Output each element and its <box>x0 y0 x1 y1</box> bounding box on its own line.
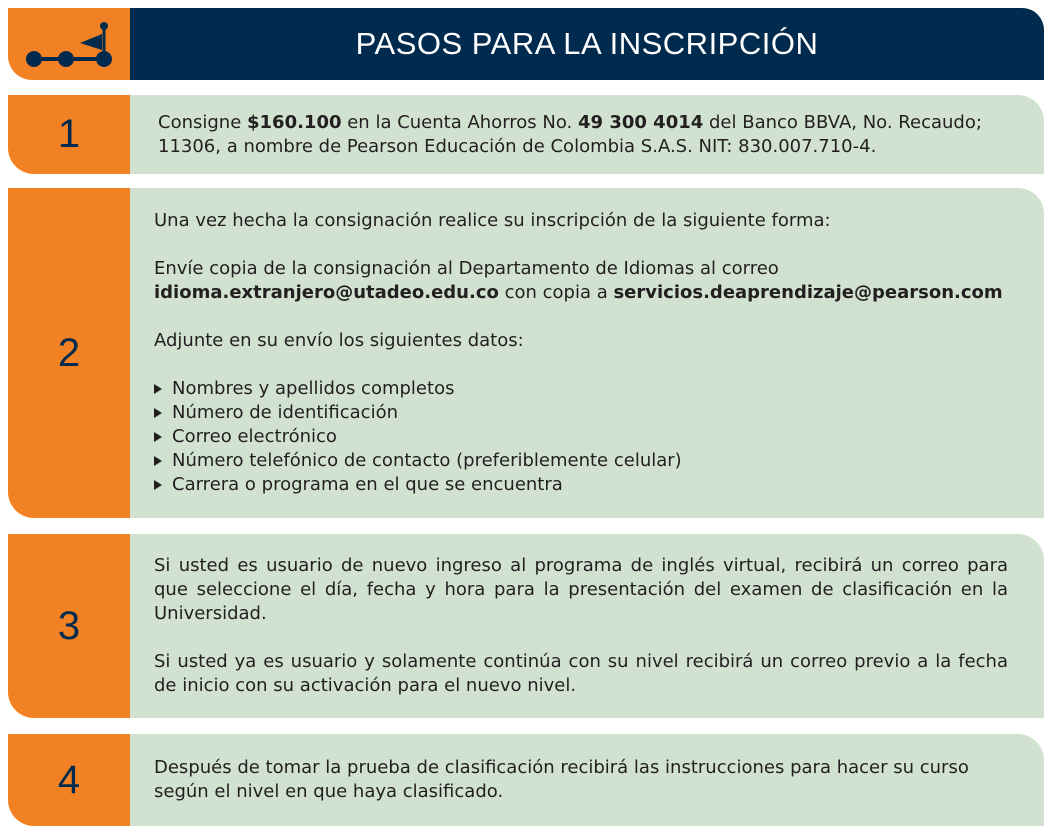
header-icon-box <box>8 8 130 80</box>
step-text: Si usted es usuario de nuevo ingreso al programa de inglés virtual, recibirá un correo para que seleccione el día, fecha y hora para la presentación del examen de clasificación en la Universidad. Si usted ya es usuario y solamente continúa con su nivel recibirá un correo previo a la fecha de inicio con su activación para el nuevo nivel. <box>130 534 1044 718</box>
bullet-triangle-icon <box>154 408 162 418</box>
step-text: Una vez hecha la consignación realice su inscripción de la siguiente forma: Envíe copia de la consignación al Departamento de Idiomas al correo idioma.extranjero@utadeo.edu.co con copia a servicios.deaprendizaje@pearson.com Adjunte en su envío los siguientes datos: Nombres y apellidos completos Número de identificación Correo electrónico Número telefónico de contacto (preferiblemente celular) Carrera o programa en el que se encuentra <box>130 188 1044 518</box>
list-item: Carrera o programa en el que se encuentra <box>154 473 1020 497</box>
list-item: Correo electrónico <box>154 425 1020 449</box>
email-link[interactable]: servicios.deaprendizaje@pearson.com <box>613 282 1003 303</box>
step-text: Consigne $160.100 en la Cuenta Ahorros No. 49 300 4014 del Banco BBVA, No. Recaudo; 11306, a nombre de Pearson Educación de Colombia S.A.S. NIT: 830.007.710-4. <box>130 95 1044 174</box>
header <box>8 8 1044 80</box>
bullet-triangle-icon <box>154 480 162 490</box>
step-number: 4 <box>8 734 130 826</box>
list-item: Nombres y apellidos completos <box>154 377 1020 401</box>
list-item: Número de identificación <box>154 401 1020 425</box>
email-link[interactable]: idioma.extranjero@utadeo.edu.co <box>154 282 499 303</box>
data-list <box>154 377 1020 497</box>
bullet-triangle-icon <box>154 456 162 466</box>
step-text: Después de tomar la prueba de clasificación recibirá las instrucciones para hacer su curso según el nivel en que haya clasificado. <box>130 734 1044 826</box>
step-number: 3 <box>8 534 130 718</box>
step-1 <box>8 95 1044 174</box>
bullet-triangle-icon <box>154 384 162 394</box>
list-item: Número telefónico de contacto (preferiblemente celular) <box>154 449 1020 473</box>
step-3 <box>8 534 1044 718</box>
page-title: PASOS PARA LA INSCRIPCIÓN <box>130 8 1044 80</box>
bullet-triangle-icon <box>154 432 162 442</box>
step-4 <box>8 734 1044 826</box>
step-2 <box>8 188 1044 518</box>
steps-flag-icon <box>24 14 114 74</box>
step-number: 1 <box>8 95 130 174</box>
step-number: 2 <box>8 188 130 518</box>
